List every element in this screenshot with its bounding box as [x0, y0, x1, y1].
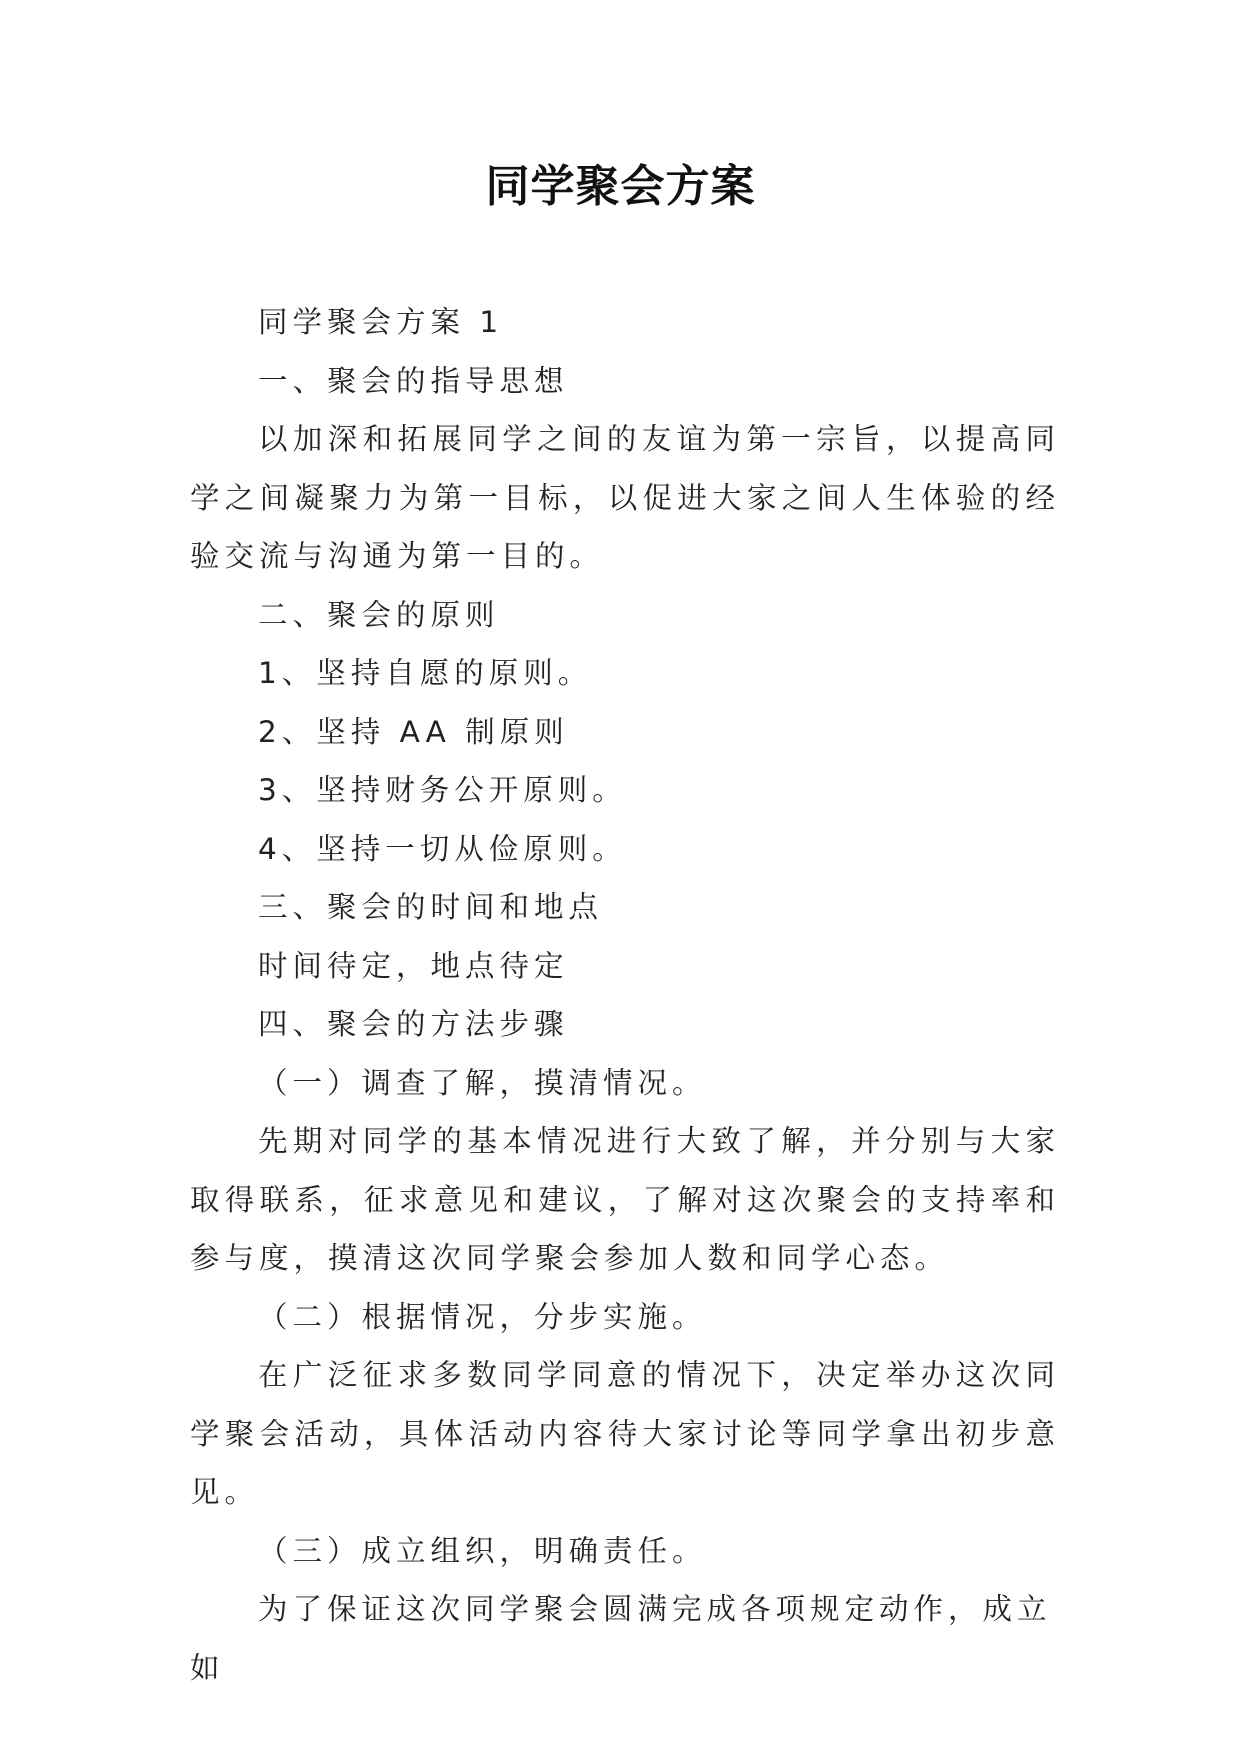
document-body: [190, 293, 1060, 1697]
paragraph-time-place-body: 时间待定，地点待定: [258, 948, 569, 983]
paragraph-step-3-heading: （三）成立组织，明确责任。: [258, 1533, 707, 1568]
paragraph-heading-time-place: 三、聚会的时间和地点: [258, 890, 604, 924]
paragraph-section-title: 同学聚会方案 1: [258, 305, 504, 339]
paragraph-heading-guiding-thought: 一、聚会的指导思想: [258, 363, 569, 398]
paragraph-principle-3: 3、坚持财务公开原则。: [258, 773, 627, 807]
paragraph-principle-2: 2、坚持 AA 制原则: [258, 714, 569, 749]
paragraph-step-2-heading: （二）根据情况，分步实施。: [258, 1299, 707, 1334]
paragraph-step-2-body: 在广泛征求多数同学同意的情况下，决定举办这次同学聚会活动，具体活动内容待大家讨论等同学拿出初步意见。: [190, 1358, 1060, 1509]
paragraph-step-3-body: 为了保证这次同学聚会圆满完成各项规定动作，成立如: [190, 1592, 1052, 1685]
paragraph-guiding-thought-body: 以加深和拓展同学之间的友谊为第一宗旨，以提高同学之间凝聚力为第一目标，以促进大家之间人生体验的经验交流与沟通为第一目的。: [190, 422, 1060, 573]
paragraph-principle-4: 4、坚持一切从俭原则。: [258, 831, 627, 866]
document-title: 同学聚会方案: [485, 161, 756, 212]
paragraph-heading-steps: 四、聚会的方法步骤: [258, 1007, 569, 1041]
paragraph-heading-principles: 二、聚会的原则: [258, 597, 500, 632]
paragraph-principle-1: 1、坚持自愿的原则。: [258, 656, 593, 690]
paragraph-step-1-heading: （一）调查了解，摸清情况。: [258, 1065, 707, 1100]
paragraph-step-1-body: 先期对同学的基本情况进行大致了解，并分别与大家取得联系，征求意见和建议，了解对这次聚会的支持率和参与度，摸清这次同学聚会参加人数和同学心态。: [190, 1124, 1060, 1275]
